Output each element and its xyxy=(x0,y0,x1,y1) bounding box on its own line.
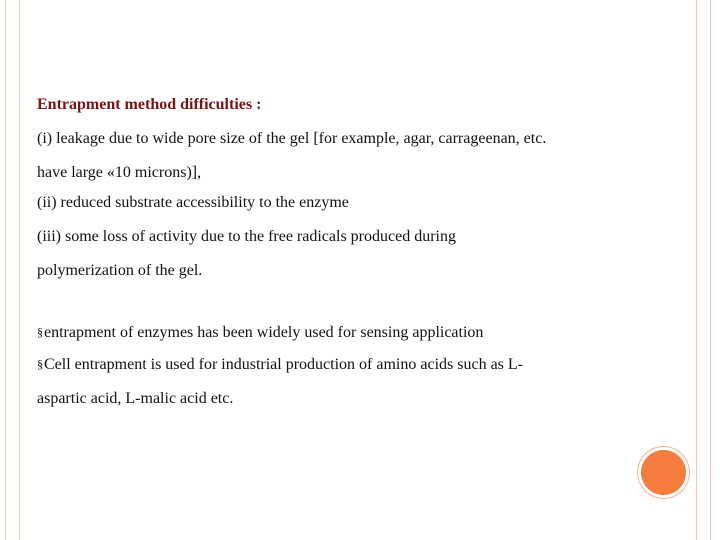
bullet-text-1: entrapment of enzymes has been widely used for sensing application xyxy=(44,324,484,341)
bullet-continuation: aspartic acid, L-malic acid etc. xyxy=(37,390,234,407)
text-line-4: (iii) some loss of activity due to the free radicals produced during xyxy=(37,228,456,245)
text-line-5: polymerization of the gel. xyxy=(37,262,203,279)
slide-title: Entrapment method difficulties : xyxy=(37,96,262,113)
decorative-circle-icon xyxy=(641,450,686,495)
bullet-icon: § xyxy=(37,357,43,371)
text-line-1: (i) leakage due to wide pore size of the gel [for example, agar, carrageenan, etc. xyxy=(37,130,547,147)
bullet-text-2: Cell entrapment is used for industrial production of amino acids such as L- xyxy=(44,356,523,373)
bullet-item-1 xyxy=(37,324,483,342)
bullet-item-2 xyxy=(37,356,523,374)
text-line-3: (ii) reduced substrate accessibility to the enzyme xyxy=(37,194,349,211)
text-line-2: have large «10 microns)], xyxy=(37,164,202,181)
bullet-icon: § xyxy=(37,325,43,339)
